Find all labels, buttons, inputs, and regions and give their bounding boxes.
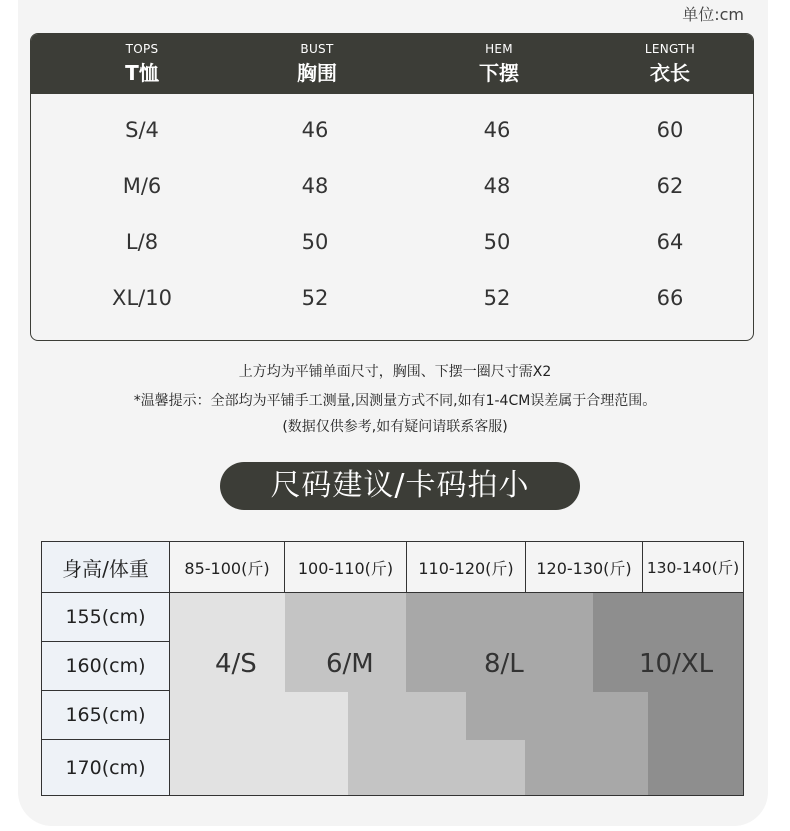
hem-cell: 48 (483, 174, 511, 198)
header-tops-zh: T恤 (125, 61, 159, 85)
header-hem-en: HEM (485, 42, 513, 56)
size-cell: S/4 (125, 118, 159, 142)
note-warning: *温馨提示：全部均为平铺手工测量,因测量方式不同,如有1-4CM误差属于合理范围。 (133, 393, 657, 409)
size-cell: L/8 (125, 230, 159, 254)
header-tops (125, 34, 159, 94)
length-cell: 66 (656, 286, 684, 310)
header-bust (297, 34, 337, 94)
size-recommendation-table (41, 541, 744, 796)
height-label: 165(cm) (41, 690, 170, 740)
size-label-6m: 6/M (326, 649, 374, 679)
header-length-en: LENGTH (644, 42, 696, 56)
note-reference: (数据仅供参考,如有疑问请联系客服) (282, 419, 508, 435)
note-measure: 上方均为平铺单面尺寸，胸围、下摆一圈尺寸需X2 (238, 364, 552, 380)
weight-header: 130-140(斤) (642, 541, 744, 593)
unit-label: 单位:cm (682, 5, 744, 24)
length-cell: 64 (656, 230, 684, 254)
hem-cell: 52 (483, 286, 511, 310)
weight-header: 100-110(斤) (284, 541, 407, 593)
weight-header: 85-100(斤) (169, 541, 285, 593)
size-label-10xl: 10/XL (639, 649, 714, 679)
length-cell: 60 (656, 118, 684, 142)
section-title: 尺码建议/卡码拍小 (220, 462, 580, 510)
weight-header: 110-120(斤) (406, 541, 526, 593)
header-tops-en: TOPS (125, 42, 159, 56)
height-label: 160(cm) (41, 641, 170, 691)
size-label-8l: 8/L (484, 649, 524, 679)
height-label: 170(cm) (41, 739, 170, 796)
header-bust-zh: 胸围 (297, 61, 337, 85)
bust-cell: 50 (301, 230, 329, 254)
bust-cell: 46 (301, 118, 329, 142)
length-cell: 62 (656, 174, 684, 198)
hem-cell: 50 (483, 230, 511, 254)
height-label: 155(cm) (41, 592, 170, 642)
size-cell: M/6 (122, 174, 162, 198)
bust-cell: 52 (301, 286, 329, 310)
header-hem (479, 34, 519, 94)
size-table-header (31, 34, 753, 94)
size-cell: XL/10 (112, 286, 172, 310)
header-bust-en: BUST (300, 42, 334, 56)
band-area-border (169, 592, 744, 796)
weight-header: 120-130(斤) (525, 541, 643, 593)
bust-cell: 48 (301, 174, 329, 198)
header-length-zh: 衣长 (650, 61, 690, 85)
hem-cell: 46 (483, 118, 511, 142)
header-hem-zh: 下摆 (479, 61, 519, 85)
size-table (30, 33, 754, 341)
corner-label: 身高/体重 (41, 541, 170, 593)
size-label-4s: 4/S (215, 649, 257, 679)
header-length (645, 34, 695, 94)
